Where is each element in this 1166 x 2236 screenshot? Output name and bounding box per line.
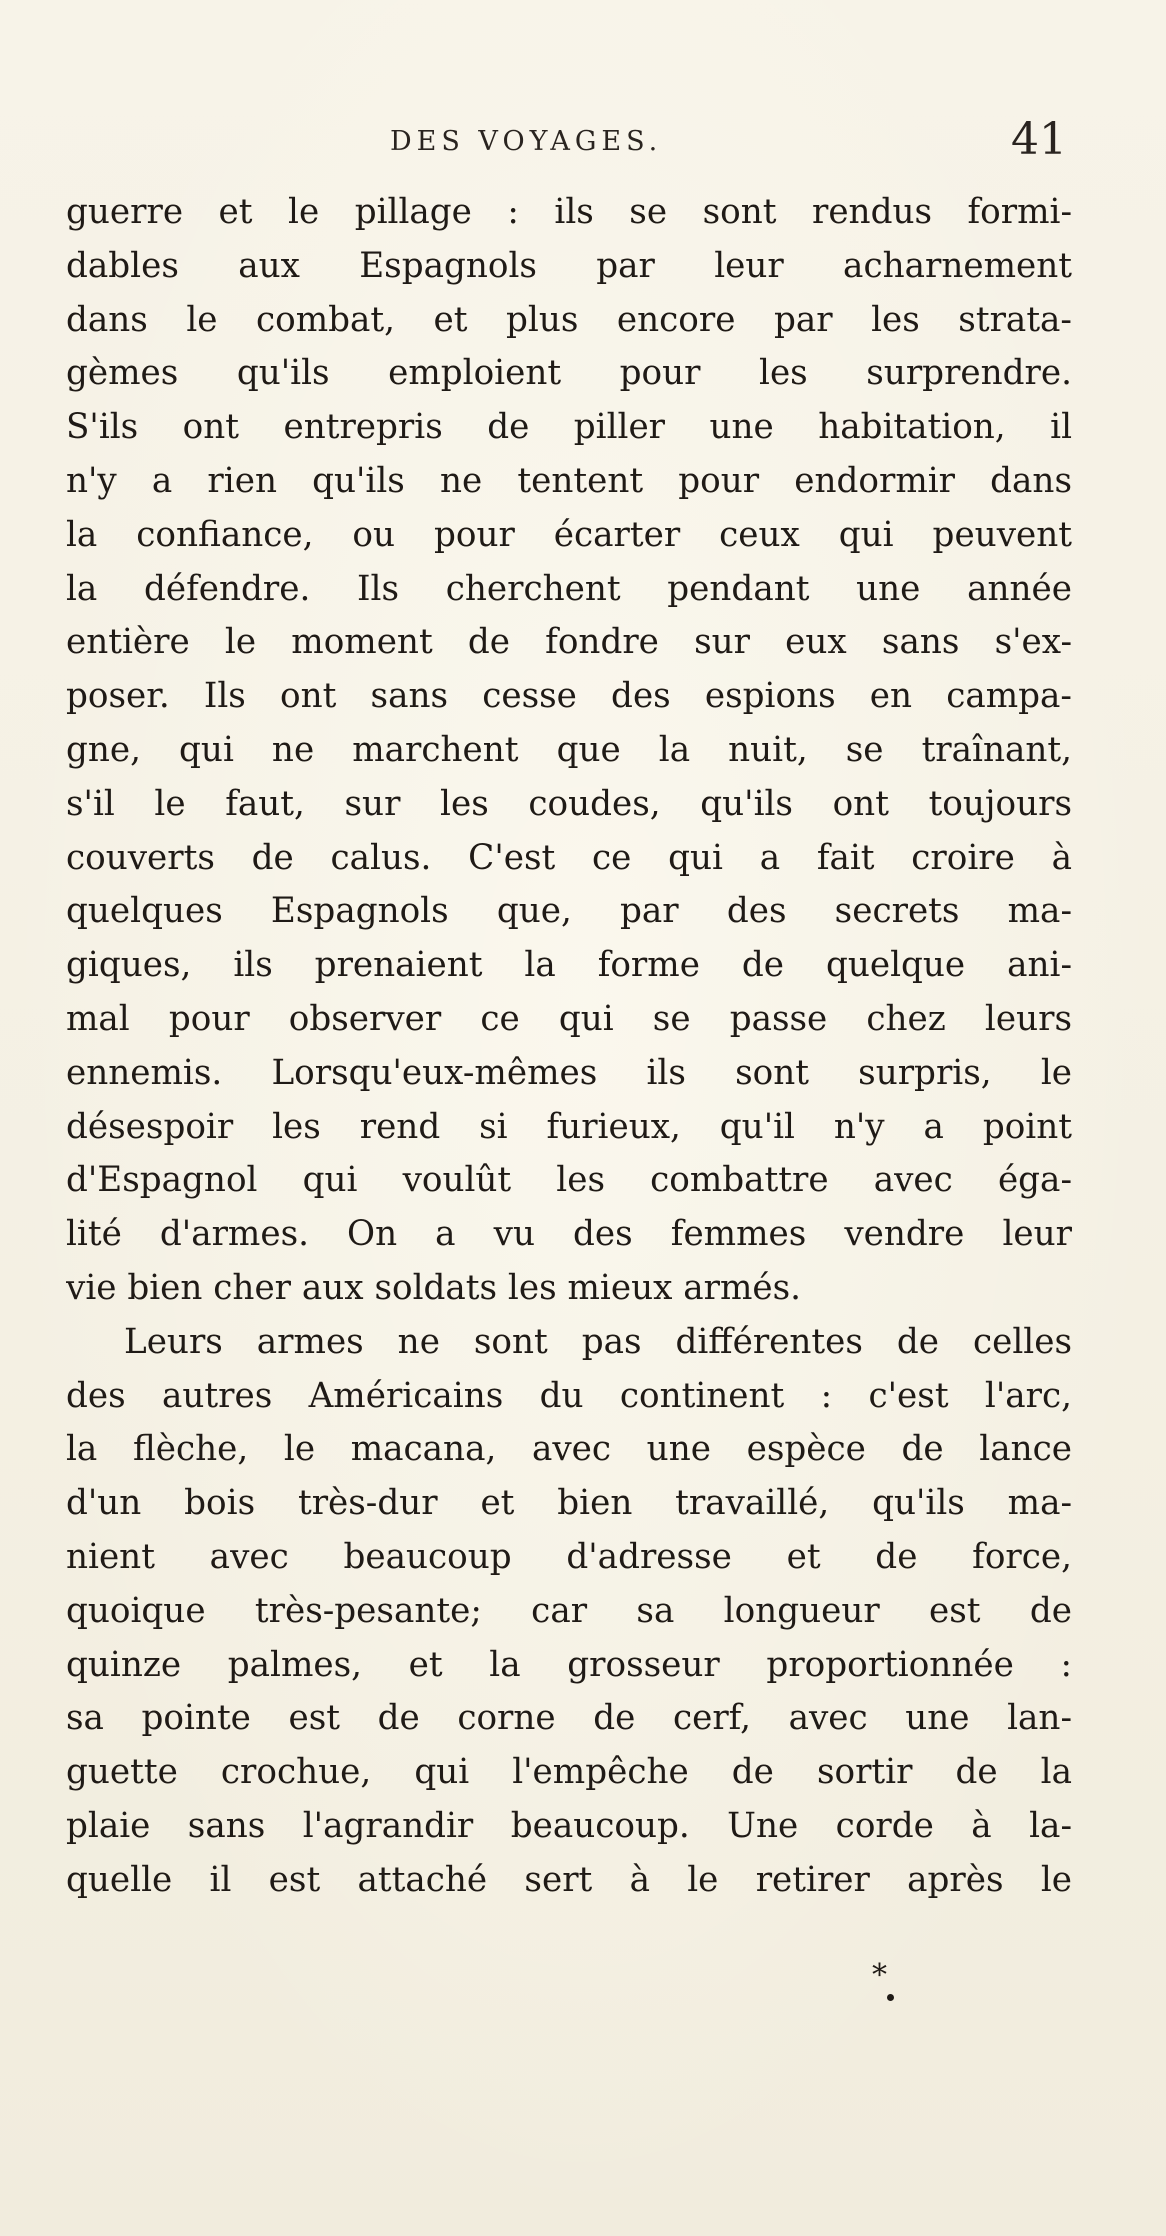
body-text (66, 186, 1072, 1908)
text-line: gèmes qu'ils emploient pour les surprendre. (66, 353, 1072, 394)
dot-icon (887, 1994, 894, 2001)
text-line: d'un bois très-dur et bien travaillé, qu'ils ma- (66, 1483, 1072, 1524)
text-line: quoique très-pesante; car sa longueur est de (66, 1590, 1072, 1631)
text-line: ennemis. Lorsqu'eux-mêmes ils sont surpris, le (66, 1052, 1072, 1093)
text-line: couverts de calus. C'est ce qui a fait croire à (66, 837, 1072, 878)
signature-mark (872, 1958, 912, 2024)
asterisk-icon: * (872, 1958, 887, 1993)
text-line: plaie sans l'agrandir beaucoup. Une corde à la- (66, 1805, 1072, 1846)
text-line: dables aux Espagnols par leur acharnement (66, 245, 1072, 286)
text-line: la flèche, le macana, avec une espèce de lance (66, 1429, 1072, 1470)
text-line: gne, qui ne marchent que la nuit, se traînant, (66, 729, 1072, 770)
text-line: quinze palmes, et la grosseur proportionnée : (66, 1644, 1072, 1685)
paragraph-start-line: Leurs armes ne sont pas différentes de celles (124, 1321, 1072, 1362)
text-line: S'ils ont entrepris de piller une habitation, il (66, 407, 1072, 448)
text-line: des autres Américains du continent : c'est l'arc, (66, 1375, 1072, 1416)
text-line: guerre et le pillage : ils se sont rendus formi- (66, 192, 1072, 232)
text-line: nient avec beaucoup d'adresse et de force, (66, 1536, 1072, 1577)
text-line: dans le combat, et plus encore par les strata- (66, 299, 1072, 340)
text-line: lité d'armes. On a vu des femmes vendre leur (66, 1214, 1072, 1255)
text-line: s'il le faut, sur les coudes, qu'ils ont toujours (66, 783, 1072, 824)
running-title: DES VOYAGES. (390, 126, 663, 157)
text-line: d'Espagnol qui voulût les combattre avec éga- (66, 1160, 1072, 1201)
text-line: quelle il est attaché sert à le retirer après le (66, 1859, 1072, 1900)
page-number: 41 (1011, 114, 1067, 165)
text-line: giques, ils prenaient la forme de quelque ani- (66, 945, 1072, 986)
text-line: poser. Ils ont sans cesse des espions en campa- (66, 676, 1072, 717)
text-line: sa pointe est de corne de cerf, avec une lan- (66, 1698, 1072, 1739)
running-head (60, 114, 1075, 170)
text-line: quelques Espagnols que, par des secrets ma- (66, 891, 1072, 932)
text-line: n'y a rien qu'ils ne tentent pour endormir dans (66, 460, 1072, 501)
paragraph-end-line: vie bien cher aux soldats les mieux armés. (66, 1267, 802, 1308)
text-line: la confiance, ou pour écarter ceux qui peuvent (66, 514, 1072, 555)
text-line: entière le moment de fondre sur eux sans s'ex- (66, 622, 1072, 663)
text-line: la défendre. Ils cherchent pendant une année (66, 568, 1072, 609)
text-line: désespoir les rend si furieux, qu'il n'y a point (66, 1106, 1072, 1147)
text-line: mal pour observer ce qui se passe chez leurs (66, 998, 1072, 1039)
text-line: guette crochue, qui l'empêche de sortir de la (66, 1752, 1072, 1793)
